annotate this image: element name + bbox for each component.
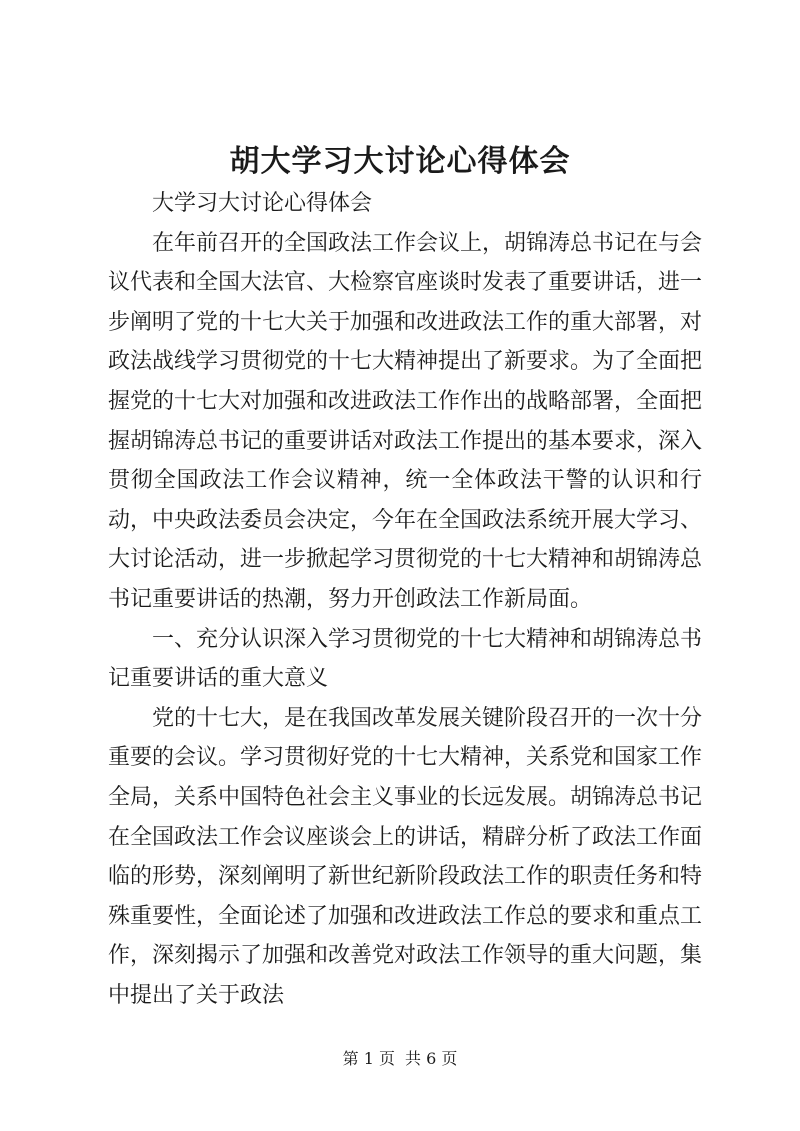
page-footer — [0, 1048, 800, 1070]
page-number: 第 1 页 — [342, 1049, 395, 1068]
paragraph-intro: 在年前召开的全国政法工作会议上，胡锦涛总书记在与会议代表和全国大法官、大检察官座谈时发表了重要讲话，进一步阐明了党的十七大关于加强和改进政法工作的重大部署，对政法战线学习贯彻党的十七大精神提出了新要求。为了全面把握党的十七大对加强和改进政法工作作出的战略部署，全面把握胡锦涛总书记的重要讲话对政法工作提出的基本要求，深入贯彻全国政法工作会议精神，统一全体政法干警的认识和行动，中央政法委员会决定，今年在全国政法系统开展大学习、大讨论活动，进一步掀起学习贯彻党的十七大精神和胡锦涛总书记重要讲话的热潮，努力开创政法工作新局面。 — [108, 230, 703, 612]
section-heading-1: 一、充分认识深入学习贯彻党的十七大精神和胡锦涛总书记重要讲话的重大意义 — [108, 626, 703, 692]
paragraph-subtitle: 大学习大讨论心得体会 — [152, 191, 373, 216]
document-body — [108, 184, 702, 1015]
page-total: 共 6 页 — [405, 1049, 458, 1068]
paragraph-section-1: 党的十七大，是在我国改革发展关键阶段召开的一次十分重要的会议。学习贯彻好党的十七大精神，关系党和国家工作全局，关系中国特色社会主义事业的长远发展。胡锦涛总书记在全国政法工作会议座谈会上的讲话，精辟分析了政法工作面临的形势，深刻阐明了新世纪新阶段政法工作的职责任务和特殊重要性，全面论述了加强和改进政法工作总的要求和重点工作，深刻揭示了加强和改善党对政法工作领导的重大问题，集中提出了关于政法 — [108, 705, 703, 1008]
document-title: 胡大学习大讨论心得体会 — [229, 144, 571, 179]
